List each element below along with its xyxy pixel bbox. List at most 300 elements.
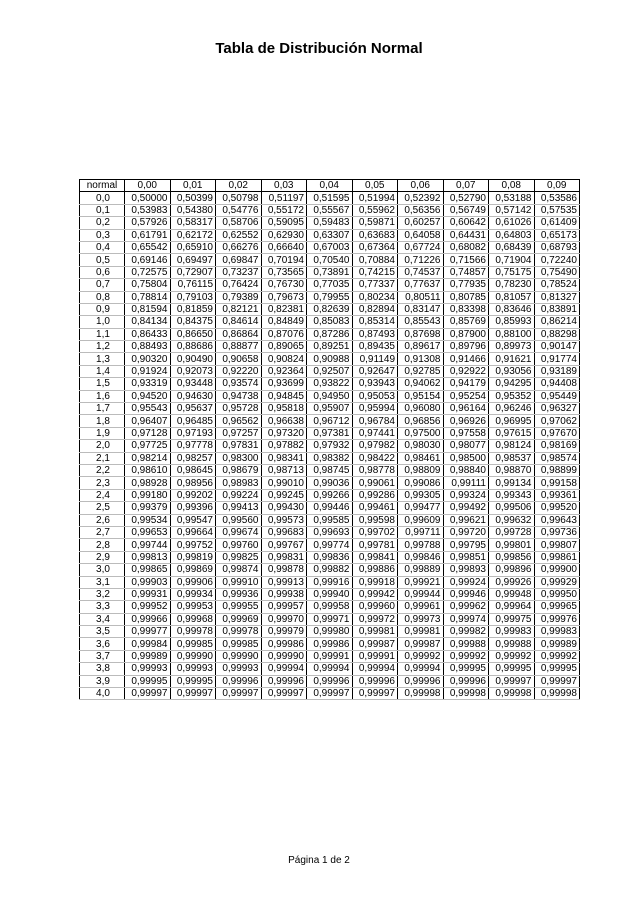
probability-cell: 0,99379 bbox=[125, 502, 171, 514]
probability-cell: 0,99736 bbox=[534, 526, 580, 538]
probability-cell: 0,99882 bbox=[307, 564, 353, 576]
probability-cell: 0,99609 bbox=[398, 514, 444, 526]
probability-cell: 0,99994 bbox=[261, 663, 307, 675]
probability-cell: 0,99958 bbox=[307, 601, 353, 613]
probability-cell: 0,99674 bbox=[216, 526, 262, 538]
probability-cell: 0,97062 bbox=[534, 415, 580, 427]
probability-cell: 0,98537 bbox=[489, 452, 535, 464]
probability-cell: 0,98341 bbox=[261, 452, 307, 464]
probability-cell: 0,99728 bbox=[489, 526, 535, 538]
probability-cell: 0,99987 bbox=[352, 638, 398, 650]
probability-cell: 0,73891 bbox=[307, 266, 353, 278]
table-row bbox=[80, 291, 580, 303]
probability-cell: 0,96246 bbox=[489, 403, 535, 415]
probability-cell: 0,72907 bbox=[170, 266, 216, 278]
probability-cell: 0,99970 bbox=[261, 613, 307, 625]
table-row bbox=[80, 390, 580, 402]
probability-cell: 0,99994 bbox=[307, 663, 353, 675]
probability-cell: 0,99985 bbox=[216, 638, 262, 650]
row-z-value: 0,4 bbox=[80, 241, 125, 253]
probability-cell: 0,51595 bbox=[307, 192, 353, 204]
probability-cell: 0,91924 bbox=[125, 365, 171, 377]
row-z-value: 0,8 bbox=[80, 291, 125, 303]
table-row bbox=[80, 415, 580, 427]
row-z-value: 3,1 bbox=[80, 576, 125, 588]
probability-cell: 0,99752 bbox=[170, 539, 216, 551]
probability-cell: 0,98778 bbox=[352, 464, 398, 476]
header-cell-column: 0,02 bbox=[216, 180, 262, 192]
probability-cell: 0,99938 bbox=[261, 588, 307, 600]
probability-cell: 0,88100 bbox=[489, 328, 535, 340]
probability-cell: 0,93319 bbox=[125, 378, 171, 390]
table-row bbox=[80, 601, 580, 613]
row-z-value: 2,0 bbox=[80, 440, 125, 452]
probability-cell: 0,97500 bbox=[398, 427, 444, 439]
table-header-row bbox=[80, 180, 580, 192]
probability-cell: 0,85543 bbox=[398, 316, 444, 328]
row-z-value: 3,7 bbox=[80, 650, 125, 662]
probability-cell: 0,98713 bbox=[261, 464, 307, 476]
probability-cell: 0,99992 bbox=[489, 650, 535, 662]
probability-cell: 0,97193 bbox=[170, 427, 216, 439]
probability-cell: 0,89251 bbox=[307, 341, 353, 353]
row-z-value: 0,2 bbox=[80, 217, 125, 229]
page-footer: Página 1 de 2 bbox=[288, 855, 350, 866]
probability-cell: 0,98169 bbox=[534, 440, 580, 452]
probability-cell: 0,66276 bbox=[216, 241, 262, 253]
row-z-value: 2,2 bbox=[80, 464, 125, 476]
probability-cell: 0,99929 bbox=[534, 576, 580, 588]
probability-cell: 0,95352 bbox=[489, 390, 535, 402]
probability-cell: 0,99893 bbox=[443, 564, 489, 576]
probability-cell: 0,66640 bbox=[261, 241, 307, 253]
probability-cell: 0,99916 bbox=[307, 576, 353, 588]
probability-cell: 0,98870 bbox=[489, 464, 535, 476]
probability-cell: 0,99944 bbox=[398, 588, 444, 600]
probability-cell: 0,99976 bbox=[534, 613, 580, 625]
row-z-value: 0,3 bbox=[80, 229, 125, 241]
header-cell-column: 0,06 bbox=[398, 180, 444, 192]
probability-cell: 0,99986 bbox=[307, 638, 353, 650]
probability-cell: 0,94845 bbox=[261, 390, 307, 402]
probability-cell: 0,99989 bbox=[125, 650, 171, 662]
probability-cell: 0,78230 bbox=[489, 279, 535, 291]
probability-cell: 0,99996 bbox=[307, 675, 353, 687]
probability-cell: 0,82894 bbox=[352, 303, 398, 315]
probability-cell: 0,94179 bbox=[443, 378, 489, 390]
probability-cell: 0,72575 bbox=[125, 266, 171, 278]
probability-cell: 0,89973 bbox=[489, 341, 535, 353]
probability-cell: 0,87076 bbox=[261, 328, 307, 340]
probability-cell: 0,92647 bbox=[352, 365, 398, 377]
row-z-value: 3,4 bbox=[80, 613, 125, 625]
probability-cell: 0,98840 bbox=[443, 464, 489, 476]
probability-cell: 0,99997 bbox=[125, 688, 171, 700]
probability-cell: 0,61791 bbox=[125, 229, 171, 241]
probability-cell: 0,96712 bbox=[307, 415, 353, 427]
probability-cell: 0,54776 bbox=[216, 204, 262, 216]
probability-cell: 0,85083 bbox=[307, 316, 353, 328]
probability-cell: 0,99245 bbox=[261, 489, 307, 501]
probability-cell: 0,99865 bbox=[125, 564, 171, 576]
table-row bbox=[80, 638, 580, 650]
row-z-value: 4,0 bbox=[80, 688, 125, 700]
probability-cell: 0,94950 bbox=[307, 390, 353, 402]
row-z-value: 3,5 bbox=[80, 626, 125, 638]
probability-cell: 0,99965 bbox=[534, 601, 580, 613]
probability-cell: 0,56749 bbox=[443, 204, 489, 216]
header-cell-column: 0,05 bbox=[352, 180, 398, 192]
probability-cell: 0,99158 bbox=[534, 477, 580, 489]
probability-cell: 0,99952 bbox=[125, 601, 171, 613]
probability-cell: 0,54380 bbox=[170, 204, 216, 216]
header-cell-column: 0,01 bbox=[170, 180, 216, 192]
probability-cell: 0,99744 bbox=[125, 539, 171, 551]
probability-cell: 0,99936 bbox=[216, 588, 262, 600]
probability-cell: 0,82639 bbox=[307, 303, 353, 315]
probability-cell: 0,60257 bbox=[398, 217, 444, 229]
probability-cell: 0,98610 bbox=[125, 464, 171, 476]
probability-cell: 0,65173 bbox=[534, 229, 580, 241]
probability-cell: 0,99869 bbox=[170, 564, 216, 576]
probability-cell: 0,99711 bbox=[398, 526, 444, 538]
probability-cell: 0,56356 bbox=[398, 204, 444, 216]
probability-cell: 0,69146 bbox=[125, 254, 171, 266]
table-row bbox=[80, 588, 580, 600]
row-z-value: 2,7 bbox=[80, 526, 125, 538]
probability-cell: 0,99993 bbox=[170, 663, 216, 675]
probability-cell: 0,87493 bbox=[352, 328, 398, 340]
probability-cell: 0,98214 bbox=[125, 452, 171, 464]
row-z-value: 0,9 bbox=[80, 303, 125, 315]
probability-cell: 0,96926 bbox=[443, 415, 489, 427]
table-row bbox=[80, 650, 580, 662]
probability-cell: 0,99795 bbox=[443, 539, 489, 551]
probability-cell: 0,85993 bbox=[489, 316, 535, 328]
probability-cell: 0,95907 bbox=[307, 403, 353, 415]
probability-cell: 0,63307 bbox=[307, 229, 353, 241]
page-title: Tabla de Distribución Normal bbox=[215, 40, 423, 57]
probability-cell: 0,99950 bbox=[534, 588, 580, 600]
table-row bbox=[80, 440, 580, 452]
probability-cell: 0,86864 bbox=[216, 328, 262, 340]
probability-cell: 0,97831 bbox=[216, 440, 262, 452]
table-row bbox=[80, 688, 580, 700]
probability-cell: 0,81859 bbox=[170, 303, 216, 315]
probability-cell: 0,97128 bbox=[125, 427, 171, 439]
probability-cell: 0,99979 bbox=[261, 626, 307, 638]
probability-cell: 0,99477 bbox=[398, 502, 444, 514]
probability-cell: 0,93943 bbox=[352, 378, 398, 390]
probability-cell: 0,99111 bbox=[443, 477, 489, 489]
row-z-value: 3,3 bbox=[80, 601, 125, 613]
probability-cell: 0,99573 bbox=[261, 514, 307, 526]
probability-cell: 0,86433 bbox=[125, 328, 171, 340]
probability-cell: 0,99926 bbox=[489, 576, 535, 588]
probability-cell: 0,99997 bbox=[352, 688, 398, 700]
probability-cell: 0,99931 bbox=[125, 588, 171, 600]
probability-cell: 0,99995 bbox=[443, 663, 489, 675]
probability-cell: 0,89796 bbox=[443, 341, 489, 353]
probability-cell: 0,99997 bbox=[216, 688, 262, 700]
probability-cell: 0,99900 bbox=[534, 564, 580, 576]
probability-cell: 0,55567 bbox=[307, 204, 353, 216]
table-row bbox=[80, 452, 580, 464]
table-body bbox=[80, 192, 580, 700]
row-z-value: 2,9 bbox=[80, 551, 125, 563]
probability-cell: 0,99202 bbox=[170, 489, 216, 501]
probability-cell: 0,68439 bbox=[489, 241, 535, 253]
probability-cell: 0,91308 bbox=[398, 353, 444, 365]
probability-cell: 0,64431 bbox=[443, 229, 489, 241]
probability-cell: 0,79955 bbox=[307, 291, 353, 303]
header-cell-column: 0,03 bbox=[261, 180, 307, 192]
row-z-value: 2,1 bbox=[80, 452, 125, 464]
table-row bbox=[80, 477, 580, 489]
probability-cell: 0,84614 bbox=[216, 316, 262, 328]
probability-cell: 0,99924 bbox=[443, 576, 489, 588]
probability-cell: 0,99948 bbox=[489, 588, 535, 600]
probability-cell: 0,81327 bbox=[534, 291, 580, 303]
probability-cell: 0,99324 bbox=[443, 489, 489, 501]
table-row bbox=[80, 365, 580, 377]
probability-cell: 0,98928 bbox=[125, 477, 171, 489]
probability-cell: 0,52790 bbox=[443, 192, 489, 204]
probability-cell: 0,98899 bbox=[534, 464, 580, 476]
probability-cell: 0,99998 bbox=[443, 688, 489, 700]
probability-cell: 0,95449 bbox=[534, 390, 580, 402]
probability-cell: 0,95543 bbox=[125, 403, 171, 415]
probability-cell: 0,99461 bbox=[352, 502, 398, 514]
probability-cell: 0,99998 bbox=[534, 688, 580, 700]
probability-cell: 0,99598 bbox=[352, 514, 398, 526]
probability-cell: 0,99361 bbox=[534, 489, 580, 501]
probability-cell: 0,58706 bbox=[216, 217, 262, 229]
probability-cell: 0,99995 bbox=[125, 675, 171, 687]
probability-cell: 0,99996 bbox=[443, 675, 489, 687]
probability-cell: 0,99968 bbox=[170, 613, 216, 625]
probability-cell: 0,99964 bbox=[489, 601, 535, 613]
probability-cell: 0,93448 bbox=[170, 378, 216, 390]
probability-cell: 0,96080 bbox=[398, 403, 444, 415]
probability-cell: 0,99997 bbox=[261, 688, 307, 700]
row-z-value: 1,3 bbox=[80, 353, 125, 365]
probability-cell: 0,99520 bbox=[534, 502, 580, 514]
probability-cell: 0,77637 bbox=[398, 279, 444, 291]
probability-cell: 0,99995 bbox=[534, 663, 580, 675]
table-row bbox=[80, 427, 580, 439]
probability-cell: 0,57142 bbox=[489, 204, 535, 216]
probability-cell: 0,99180 bbox=[125, 489, 171, 501]
table-row bbox=[80, 551, 580, 563]
probability-cell: 0,99991 bbox=[352, 650, 398, 662]
probability-cell: 0,52392 bbox=[398, 192, 444, 204]
probability-cell: 0,70194 bbox=[261, 254, 307, 266]
probability-cell: 0,99856 bbox=[489, 551, 535, 563]
probability-cell: 0,88877 bbox=[216, 341, 262, 353]
probability-cell: 0,99980 bbox=[307, 626, 353, 638]
probability-cell: 0,99819 bbox=[170, 551, 216, 563]
probability-cell: 0,96995 bbox=[489, 415, 535, 427]
probability-cell: 0,58317 bbox=[170, 217, 216, 229]
row-z-value: 2,4 bbox=[80, 489, 125, 501]
probability-cell: 0,99969 bbox=[216, 613, 262, 625]
probability-cell: 0,96562 bbox=[216, 415, 262, 427]
row-z-value: 1,4 bbox=[80, 365, 125, 377]
probability-cell: 0,99889 bbox=[398, 564, 444, 576]
probability-cell: 0,99036 bbox=[307, 477, 353, 489]
probability-cell: 0,78814 bbox=[125, 291, 171, 303]
row-z-value: 1,5 bbox=[80, 378, 125, 390]
probability-cell: 0,87286 bbox=[307, 328, 353, 340]
probability-cell: 0,98645 bbox=[170, 464, 216, 476]
table-row bbox=[80, 316, 580, 328]
probability-cell: 0,99774 bbox=[307, 539, 353, 551]
row-z-value: 1,2 bbox=[80, 341, 125, 353]
probability-cell: 0,67724 bbox=[398, 241, 444, 253]
probability-cell: 0,62172 bbox=[170, 229, 216, 241]
probability-cell: 0,99801 bbox=[489, 539, 535, 551]
probability-cell: 0,95254 bbox=[443, 390, 489, 402]
table-row bbox=[80, 328, 580, 340]
probability-cell: 0,96638 bbox=[261, 415, 307, 427]
probability-cell: 0,73237 bbox=[216, 266, 262, 278]
table-row bbox=[80, 241, 580, 253]
probability-cell: 0,99874 bbox=[216, 564, 262, 576]
probability-cell: 0,78524 bbox=[534, 279, 580, 291]
probability-cell: 0,99987 bbox=[398, 638, 444, 650]
probability-cell: 0,93189 bbox=[534, 365, 580, 377]
row-z-value: 0,6 bbox=[80, 266, 125, 278]
probability-cell: 0,84134 bbox=[125, 316, 171, 328]
probability-cell: 0,86214 bbox=[534, 316, 580, 328]
probability-cell: 0,81594 bbox=[125, 303, 171, 315]
probability-cell: 0,98956 bbox=[170, 477, 216, 489]
probability-cell: 0,98679 bbox=[216, 464, 262, 476]
probability-cell: 0,61409 bbox=[534, 217, 580, 229]
probability-cell: 0,99061 bbox=[352, 477, 398, 489]
probability-cell: 0,99994 bbox=[398, 663, 444, 675]
probability-cell: 0,99983 bbox=[489, 626, 535, 638]
probability-cell: 0,95154 bbox=[398, 390, 444, 402]
probability-cell: 0,99492 bbox=[443, 502, 489, 514]
probability-cell: 0,99997 bbox=[307, 688, 353, 700]
probability-cell: 0,99997 bbox=[489, 675, 535, 687]
probability-cell: 0,99134 bbox=[489, 477, 535, 489]
probability-cell: 0,97257 bbox=[216, 427, 262, 439]
probability-cell: 0,99957 bbox=[261, 601, 307, 613]
probability-cell: 0,97982 bbox=[352, 440, 398, 452]
probability-cell: 0,71904 bbox=[489, 254, 535, 266]
table-row bbox=[80, 626, 580, 638]
probability-cell: 0,99560 bbox=[216, 514, 262, 526]
probability-cell: 0,97778 bbox=[170, 440, 216, 452]
probability-cell: 0,99961 bbox=[398, 601, 444, 613]
probability-cell: 0,59483 bbox=[307, 217, 353, 229]
probability-cell: 0,92507 bbox=[307, 365, 353, 377]
probability-cell: 0,67364 bbox=[352, 241, 398, 253]
probability-cell: 0,79103 bbox=[170, 291, 216, 303]
probability-cell: 0,99990 bbox=[216, 650, 262, 662]
probability-cell: 0,74215 bbox=[352, 266, 398, 278]
probability-cell: 0,72240 bbox=[534, 254, 580, 266]
probability-cell: 0,99981 bbox=[398, 626, 444, 638]
probability-cell: 0,99913 bbox=[261, 576, 307, 588]
row-z-value: 3,0 bbox=[80, 564, 125, 576]
probability-cell: 0,99992 bbox=[443, 650, 489, 662]
probability-cell: 0,99693 bbox=[307, 526, 353, 538]
probability-cell: 0,60642 bbox=[443, 217, 489, 229]
probability-cell: 0,98745 bbox=[307, 464, 353, 476]
probability-cell: 0,99940 bbox=[307, 588, 353, 600]
probability-cell: 0,99953 bbox=[170, 601, 216, 613]
probability-cell: 0,99266 bbox=[307, 489, 353, 501]
probability-cell: 0,83646 bbox=[489, 303, 535, 315]
probability-cell: 0,99878 bbox=[261, 564, 307, 576]
probability-cell: 0,91149 bbox=[352, 353, 398, 365]
probability-cell: 0,98809 bbox=[398, 464, 444, 476]
probability-cell: 0,99982 bbox=[443, 626, 489, 638]
probability-cell: 0,99991 bbox=[307, 650, 353, 662]
probability-cell: 0,90490 bbox=[170, 353, 216, 365]
probability-cell: 0,99997 bbox=[534, 675, 580, 687]
probability-cell: 0,99781 bbox=[352, 539, 398, 551]
probability-cell: 0,70884 bbox=[352, 254, 398, 266]
probability-cell: 0,50399 bbox=[170, 192, 216, 204]
row-z-value: 1,6 bbox=[80, 390, 125, 402]
probability-cell: 0,97615 bbox=[489, 427, 535, 439]
probability-cell: 0,99993 bbox=[125, 663, 171, 675]
probability-cell: 0,99989 bbox=[534, 638, 580, 650]
probability-cell: 0,99702 bbox=[352, 526, 398, 538]
probability-cell: 0,99767 bbox=[261, 539, 307, 551]
probability-cell: 0,77935 bbox=[443, 279, 489, 291]
row-z-value: 1,1 bbox=[80, 328, 125, 340]
probability-cell: 0,99998 bbox=[489, 688, 535, 700]
probability-cell: 0,98983 bbox=[216, 477, 262, 489]
table-row bbox=[80, 489, 580, 501]
probability-cell: 0,99988 bbox=[443, 638, 489, 650]
row-z-value: 1,0 bbox=[80, 316, 125, 328]
row-z-value: 1,8 bbox=[80, 415, 125, 427]
table-row bbox=[80, 204, 580, 216]
probability-cell: 0,99984 bbox=[125, 638, 171, 650]
probability-cell: 0,73565 bbox=[261, 266, 307, 278]
row-z-value: 0,1 bbox=[80, 204, 125, 216]
probability-cell: 0,97725 bbox=[125, 440, 171, 452]
table-row bbox=[80, 613, 580, 625]
probability-cell: 0,99643 bbox=[534, 514, 580, 526]
probability-cell: 0,98382 bbox=[307, 452, 353, 464]
probability-cell: 0,96856 bbox=[398, 415, 444, 427]
table-row bbox=[80, 675, 580, 687]
probability-cell: 0,99585 bbox=[307, 514, 353, 526]
probability-cell: 0,84849 bbox=[261, 316, 307, 328]
probability-cell: 0,99995 bbox=[170, 675, 216, 687]
header-cell-normal: normal bbox=[80, 180, 125, 192]
probability-cell: 0,75804 bbox=[125, 279, 171, 291]
probability-cell: 0,99960 bbox=[352, 601, 398, 613]
table-row bbox=[80, 564, 580, 576]
probability-cell: 0,55172 bbox=[261, 204, 307, 216]
probability-cell: 0,99286 bbox=[352, 489, 398, 501]
probability-cell: 0,99977 bbox=[125, 626, 171, 638]
probability-cell: 0,84375 bbox=[170, 316, 216, 328]
table-row bbox=[80, 526, 580, 538]
probability-cell: 0,69847 bbox=[216, 254, 262, 266]
probability-cell: 0,99851 bbox=[443, 551, 489, 563]
probability-cell: 0,96327 bbox=[534, 403, 580, 415]
